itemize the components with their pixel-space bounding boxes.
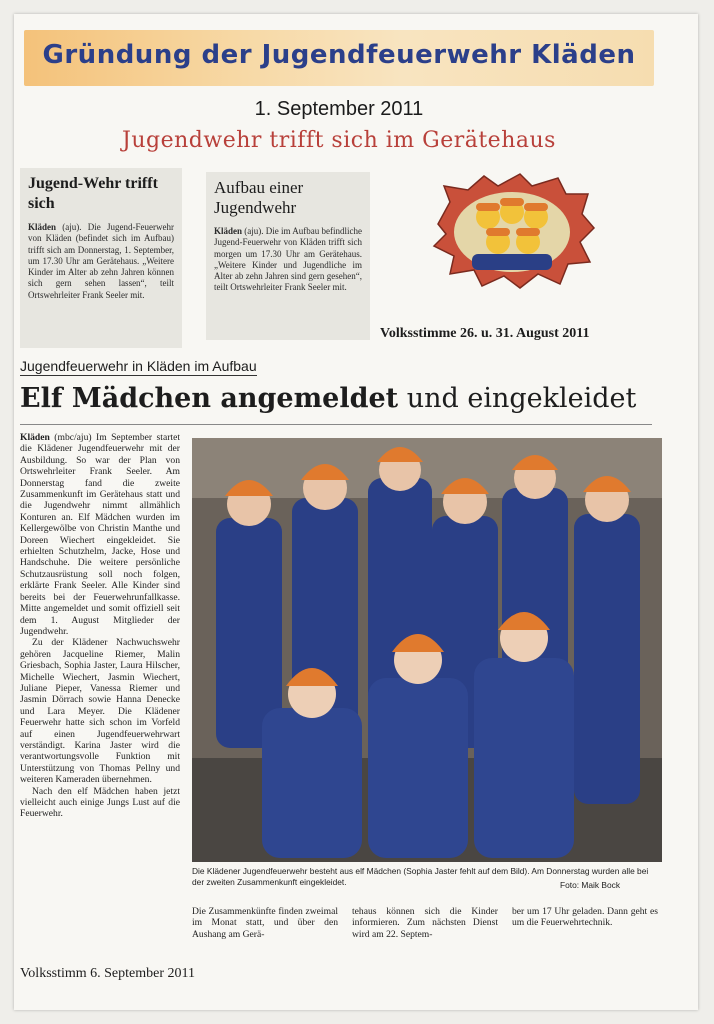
news-clip-2	[206, 172, 370, 340]
title-banner	[24, 30, 654, 86]
article-headline	[20, 382, 670, 416]
clip-1-headline: Jugend-Wehr trifft sich	[28, 175, 158, 212]
clip-1-text	[28, 222, 174, 301]
source-bottom: Volksstimm 6. September 2011	[20, 966, 195, 981]
headline-bold: Elf Mädchen angemeldet	[20, 383, 399, 414]
banner-title: Gründung der Jugendfeuerwehr Kläden	[42, 40, 636, 70]
article-bottom-col-1: Die Zusammenkünfte finden zweimal im Monat statt, und über den Aushang am Gerä-	[192, 906, 338, 940]
article-kicker: Jugendfeuerwehr in Kläden im Aufbau	[20, 358, 257, 374]
photo-credit: Foto: Maik Bock	[560, 880, 621, 890]
article-lead: Kläden	[20, 432, 50, 443]
photo-caption: Die Klädener Jugendfeuerwehr besteht aus elf Mädchen (Sophia Jaster fehlt auf dem Bild). Am Donnerstag wurden alle bei der zweiten Zusammenkunft eingekleidet.	[192, 866, 649, 887]
article-bottom-col-2: tehaus können sich die Kinder informieren. Zum nächsten Dienst wird am 22. Septem-	[352, 906, 498, 940]
clip-2-text	[214, 226, 362, 294]
article-para-3: Nach den elf Mädchen haben jetzt vielleicht auch einige Jungs Lust auf die Feuerwehr.	[20, 785, 180, 820]
clip-1-lead: Kläden	[28, 222, 57, 232]
fire-brigade-cartoon-logo	[428, 172, 596, 292]
clip-2-lead: Kläden	[214, 226, 243, 236]
article-para-1	[20, 432, 180, 637]
article-para-2: Zu der Klädener Nachwuchswehr gehören Jacqueline Riemer, Malin Griesbach, Sophia Jaster, Laura Hilscher, Michelle Wiechert, Jasmin Wiechert, Juliane Pieper, Vanessa Riemer und Jasmin Dörrach sowie Hanna Denecke und Lara Meyer. Die Klädener Feuerwehr hatte sich schon im Vorfeld auf einen Jugendfeuerwehrwart verständigt. Karina Jaster wird die verantwortungsvolle Funktion mit Unterstützung von Thomas Pellny und weiteren Kameraden übernehmen.	[20, 637, 180, 786]
article-main-column	[20, 432, 180, 820]
clip-1-body: (aju). Die Jugend-Feuerwehr von Kläden (befindet sich im Aufbau) trifft sich am Donnerstag, 1. September, um 17.30 Uhr am Gerätehaus. „Weitere Kinder im Alter ab zehn Jahren können sich gern sehen lassen“, teilt Ortswehrleiter Frank Seeler mit.	[28, 222, 174, 300]
subtitle-line: Jugendwehr trifft sich im Gerätehaus	[122, 128, 556, 153]
clip-2-headline: Aufbau einer Jugendwehr	[214, 178, 304, 217]
article-para-1-text: (mbc/aju) Im September startet die Klädener Jugendfeuerwehr mit der Ausbildung. So war der Plan von Ortswehrleiter Frank Seeler. Am Donnerstag fand die zweite Zusammenkunft im Gerätehaus statt und die Jugendwehr nimmt allmählich Konturen an. Elf Mädchen wurden im Kellergewölbe von Christin Manthe und Doreen Wiechert eingekleidet. Sie erhielten Schutzhelm, Jacke, Hose und Handschuhe. Die weitere persönliche Schutzausrüstung soll noch folgen, erklärte Frank Seeler. Alle Kinder sind bereits bei der Feuerwehrunfallkasse. Mitte angemeldet und somit offiziell seit dem 1. August Mitglieder der Jugendwehr.	[20, 432, 180, 637]
source-top: Volksstimme 26. u. 31. August 2011	[380, 326, 590, 341]
group-photo	[192, 438, 662, 862]
headline-rule	[20, 424, 652, 425]
news-clip-1	[20, 168, 182, 348]
clip-2-body: (aju). Die im Aufbau befindliche Jugend-Feuerwehr von Kläden trifft sich morgen um 17.30 Uhr am Gerätehaus. „Weitere Kinder und Jugendliche im Alter ab zehn Jahren sind gern gesehen“, teilt Ortswehrleiter Frank Seeler mit.	[214, 226, 362, 293]
article-bottom-col-3: ber um 17 Uhr geladen. Dann geht es um die Feuerwehrtechnik.	[512, 906, 658, 929]
headline-rest: und eingekleidet	[398, 383, 637, 414]
date-line: 1. September 2011	[254, 98, 424, 120]
